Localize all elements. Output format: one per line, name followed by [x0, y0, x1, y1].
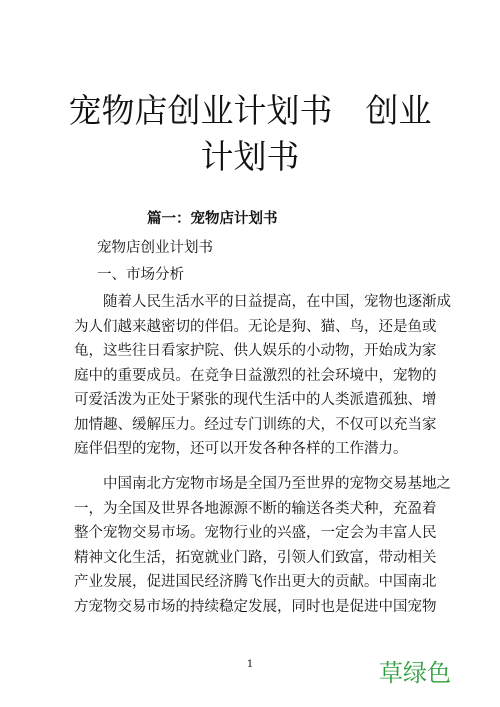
- document-title: [60, 88, 440, 180]
- title-line-2: 计划书: [200, 137, 300, 176]
- title-line-1: 宠物店创业计划书 创业: [68, 91, 432, 130]
- paragraph-line: 庭伴侣型的宠物，还可以开发各种各样的工作潜力。: [74, 441, 408, 457]
- paragraph-line: 精神文化生活，拓宽就业门路，引领人们致富，带动相关: [74, 549, 437, 566]
- outline-item-market-analysis: 一、市场分析: [97, 267, 184, 283]
- page-number: 1: [246, 659, 254, 670]
- paragraph-1: [74, 290, 451, 462]
- plan-subtitle: 宠物店创业计划书: [97, 240, 213, 256]
- paragraph-line: 产业发展，促进国民经济腾飞作出更大的贡献。中国南北: [74, 574, 437, 590]
- paragraph-line: 方宠物交易市场的持续稳定发展，同时也是促进中国宠物: [74, 598, 437, 615]
- paragraph-line: 一，为全国及世界各地源源不断的输送各类犬种，充盈着: [74, 500, 437, 517]
- paragraph-2: [74, 472, 451, 619]
- paragraph-line: 中国南北方宠物市场是全国乃至世界的宠物交易基地之: [103, 476, 451, 492]
- paragraph-line: 整个宠物交易市场。宠物行业的兴盛，一定会为丰富人民: [74, 525, 437, 541]
- paragraph-line: 随着人民生活水平的日益提高，在中国，宠物也逐渐成: [103, 294, 451, 310]
- watermark-text: 草绿色: [379, 659, 451, 687]
- paragraph-line: 可爱活泼为正处于紧张的现代生活中的人类派遣孤独、增: [74, 392, 437, 408]
- paragraph-line: 庭中的重要成员。在竞争日益激烈的社会环境中，宠物的: [74, 367, 437, 384]
- paragraph-line: 为人们越来越密切的伴侣。无论是狗、猫、鸟，还是鱼或: [74, 318, 437, 335]
- paragraph-line: 龟，这些往日看家护院、供人娱乐的小动物，开始成为家: [74, 343, 437, 359]
- paragraph-line: 加情趣、缓解压力。经过专门训练的犬，不仅可以充当家: [74, 416, 437, 433]
- section-heading: 篇一：宠物店计划书: [147, 210, 278, 227]
